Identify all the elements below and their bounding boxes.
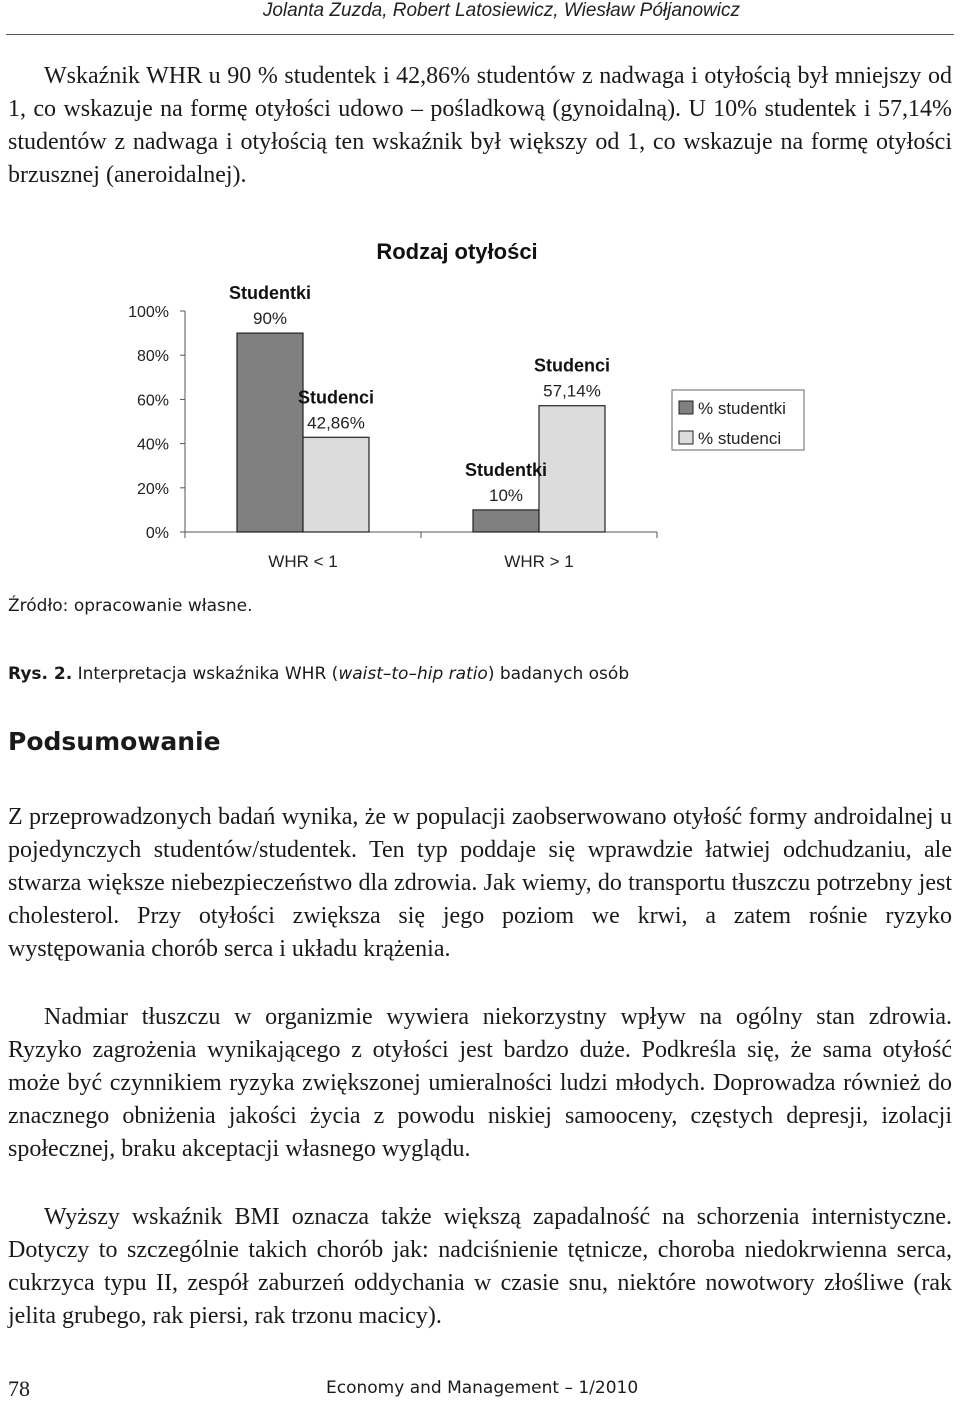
- figure-caption-text-1: Interpretacja wskaźnika WHR (: [72, 664, 339, 684]
- y-tick-label: 100%: [128, 304, 169, 321]
- bar-group-label: Studenci: [297, 387, 375, 408]
- y-tick-label: 80%: [136, 348, 169, 366]
- y-tick-label: 0%: [145, 525, 169, 542]
- figure-caption-italic: waist–to–hip ratio: [338, 664, 488, 684]
- running-header-authors: Jolanta Zuzda, Robert Latosiewicz, Wiesław Półjanowicz: [262, 0, 740, 21]
- bar-studenci: [303, 437, 369, 532]
- y-tick-label: 40%: [136, 436, 169, 454]
- bar-group-label: Studentki: [228, 283, 312, 304]
- legend-label: % studenci: [698, 429, 782, 448]
- section-title: Podsumowanie: [8, 727, 221, 756]
- y-tick-label: 20%: [136, 480, 169, 498]
- chart-area: [0, 225, 960, 605]
- y-tick-label: 60%: [136, 392, 169, 410]
- x-category-label: WHR < 1: [268, 552, 338, 571]
- bar-value-label: 57,14%: [543, 381, 601, 401]
- intro-paragraph: Wskaźnik WHR u 90 % studentek i 42,86% studentów z nadwaga i otyłością był mniejszy od 1, co wskazuje na formę otyłości udowo – pośladkową (gynoidalną). U 10% studentek i 57,14% studentów z nadwaga i otyłością ten wskaźnik był większy od 1, co wskazuje na formę otyłości brzusznej (aneroidalnej).: [8, 63, 952, 188]
- legend-swatch: [679, 401, 693, 414]
- bar-value-label: 42,86%: [307, 413, 365, 433]
- bar-value-label: 90%: [252, 309, 288, 329]
- bar-value-label: 10%: [488, 485, 524, 505]
- summary-paragraph-2: Nadmiar tłuszczu w organizmie wywiera niekorzystny wpływ na ogólny stan zdrowia. Ryzyko zagrożenia wynikającego z otyłości jest bardzo duże. Podkreśla się, że sama otyłość może być czynnikiem ryzyka zwiększonej umieralności ludzi młodych. Doprowadza również do znacznego obniżenia jakości życia z powodu niskiej samooceny, częstych depresji, izolacji społecznej, braku akceptacji własnego wyglądu.: [8, 1004, 952, 1162]
- figure-source: Źródło: opracowanie własne.: [8, 596, 253, 616]
- legend-swatch: [679, 431, 693, 444]
- figure-caption-text-2: ) badanych osób: [487, 664, 630, 684]
- chart-title: Rodzaj otyłości: [376, 239, 538, 264]
- whr-bar-chart: [0, 225, 960, 605]
- bar-studentki: [237, 333, 303, 532]
- header-rule: [6, 34, 954, 35]
- bar-studenci: [539, 406, 605, 532]
- bar-group-label: Studentki: [464, 459, 548, 480]
- summary-paragraph-1: Z przeprowadzonych badań wynika, że w populacji zaobserwowano otyłość formy androidalnej u pojedynczych studentów/studentek. Ten typ poddaje się wprawdzie łatwiej odchudzaniu, ale stwarza większe niebezpieczeństwo dla zdrowia. Jak wiemy, do transportu tłuszczu potrzebny jest cholesterol. Przy otyłości zwiększa się jego poziom we krwi, a zatem rośnie ryzyko występowania chorób serca i układu krążenia.: [8, 804, 952, 962]
- legend-label: % studentki: [698, 399, 786, 418]
- x-category-label: WHR > 1: [504, 552, 574, 571]
- figure-caption-label: Rys. 2.: [8, 664, 73, 684]
- bar-studentki: [473, 510, 539, 532]
- summary-paragraph-3: Wyższy wskaźnik BMI oznacza także większą zapadalność na schorzenia internistyczne. Dotyczy to szczególnie takich chorób jak: nadciśnienie tętnicze, choroba niedokrwienna serca, cukrzyca typu II, zespół zaburzeń oddychania w czasie snu, niektóre nowotwory złośliwe (rak jelita grubego, rak piersi, rak trzonu macicy).: [8, 1204, 952, 1329]
- figure-caption: [8, 664, 629, 684]
- journal-footer: Economy and Management – 1/2010: [326, 1378, 639, 1398]
- page-number: 78: [8, 1376, 30, 1401]
- bar-group-label: Studenci: [533, 355, 611, 376]
